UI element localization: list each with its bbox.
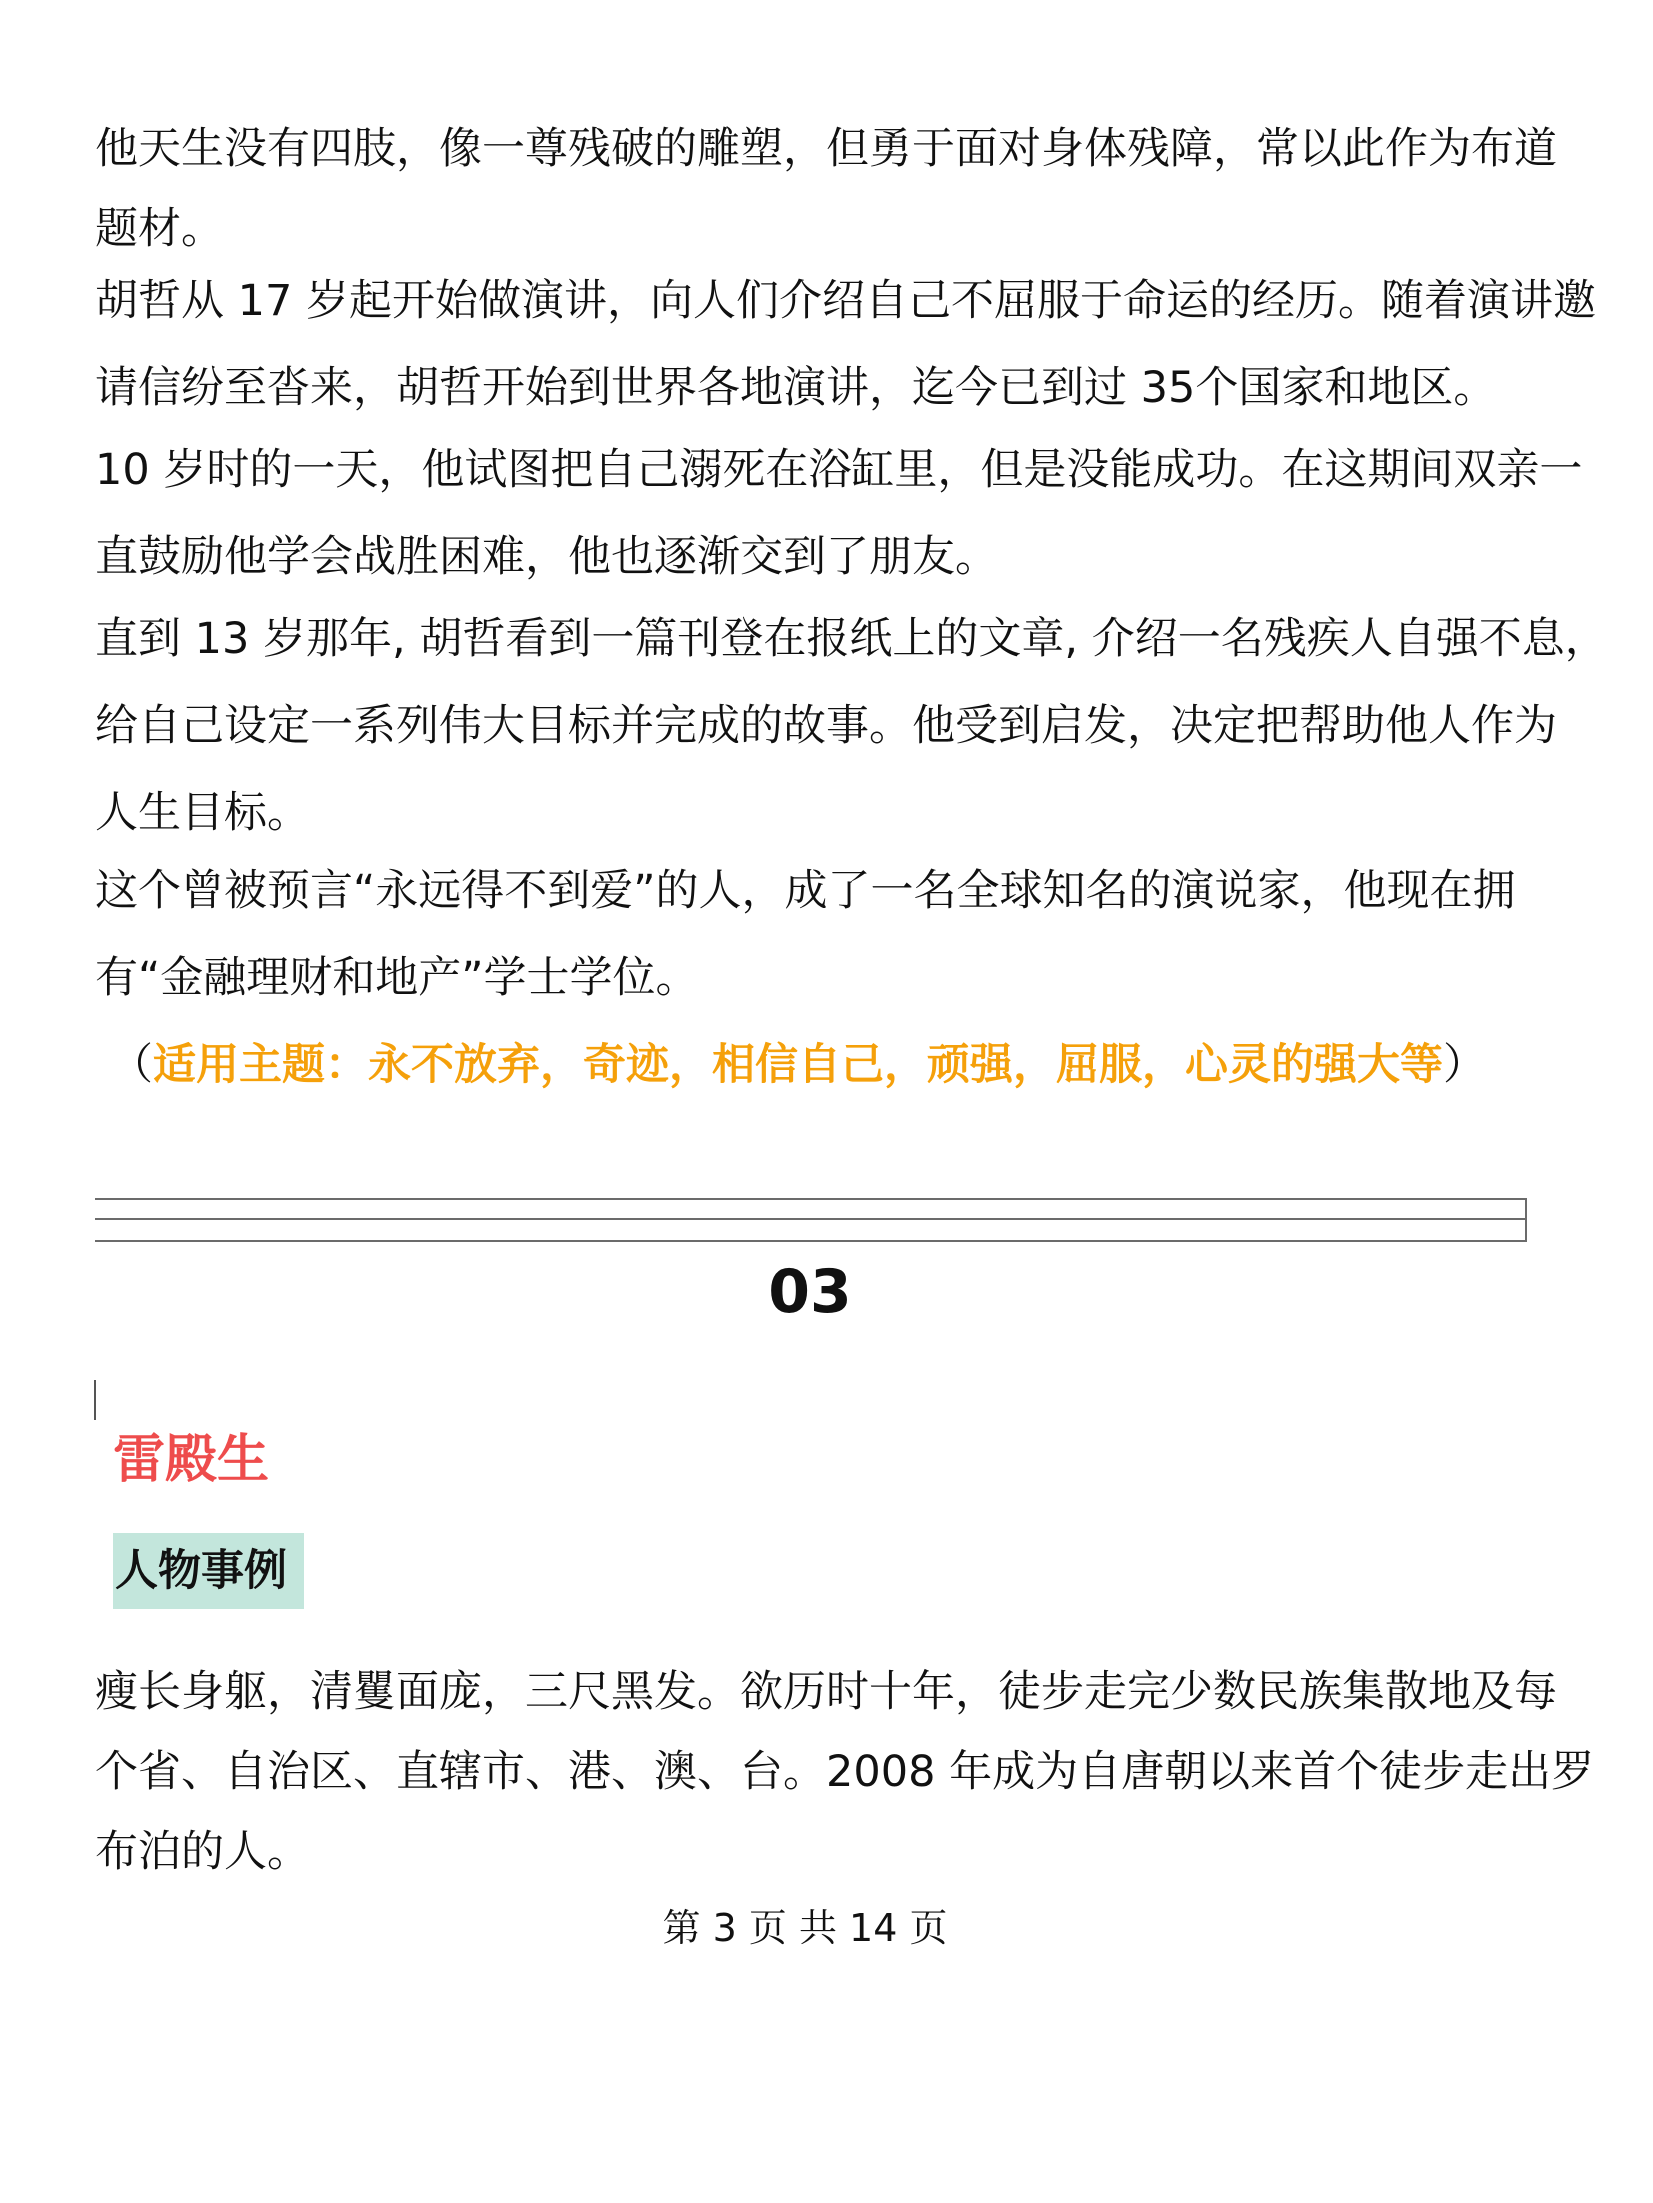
text-line: 个省、自治区、直辖市、港、澳、台。2008 年成为自唐朝以来首个徒步走出罗 [95,1747,1595,1797]
paragraph-speeches [95,258,1597,432]
section-number: 03 [768,1257,852,1327]
page-footer: 第 3 页 共 14 页 [662,1906,948,1950]
section-divider [95,1198,1527,1242]
divider-line [95,1240,1527,1242]
divider-end [1525,1198,1527,1242]
text-line: 直鼓励他学会战胜困难，他也逐渐交到了朋友。 [95,532,998,582]
paragraph-speaker [95,848,1565,1022]
text-cursor [94,1380,96,1420]
text-line: 给自己设定一系列伟大目标并完成的故事。他受到启发，决定把帮助他人作为 [95,701,1557,751]
paragraph-example [95,1652,1595,1892]
theme-text: 适用主题：永不放弃，奇迹，相信自己，顽强，屈服，心灵的强大等 [153,1040,1443,1090]
example-tag: 人物事例 [113,1533,304,1609]
person-name-heading: 雷殿生 [113,1430,270,1490]
theme-open-paren: （ [110,1040,153,1090]
text-line: 10 岁时的一天，他试图把自己溺死在浴缸里，但是没能成功。在这期间双亲一 [95,445,1583,495]
paragraph-age-thirteen [95,596,1608,857]
text-line: 请信纷至沓来，胡哲开始到世界各地演讲，迄今已到过 35个国家和地区。 [95,363,1497,413]
text-line: 布泊的人。 [95,1827,310,1877]
text-line: 有“金融理财和地产”学士学位。 [95,953,699,1003]
divider-line [95,1218,1527,1220]
text-line: 胡哲从 17 岁起开始做演讲，向人们介绍自己不屈服于命运的经历。随着演讲邀 [95,276,1597,326]
applicable-themes [110,1025,1486,1105]
text-line: 题材。 [95,204,224,254]
text-line: 他天生没有四肢，像一尊残破的雕塑，但勇于面对身体残障，常以此作为布道 [95,124,1557,174]
text-line: 直到 13 岁那年, 胡哲看到一篇刊登在报纸上的文章, 介绍一名残疾人自强不息， [95,614,1608,664]
paragraph-intro [95,106,1565,265]
divider-line [95,1198,1527,1200]
theme-close-paren: ） [1443,1040,1486,1090]
text-line: 人生目标。 [95,788,310,838]
text-line: 瘦长身躯，清矍面庞，三尺黑发。欲历时十年，徒步走完少数民族集散地及每 [95,1667,1557,1717]
paragraph-age-ten [95,427,1583,601]
text-line: 这个曾被预言“永远得不到爱”的人，成了一名全球知名的演说家，他现在拥 [95,866,1516,916]
